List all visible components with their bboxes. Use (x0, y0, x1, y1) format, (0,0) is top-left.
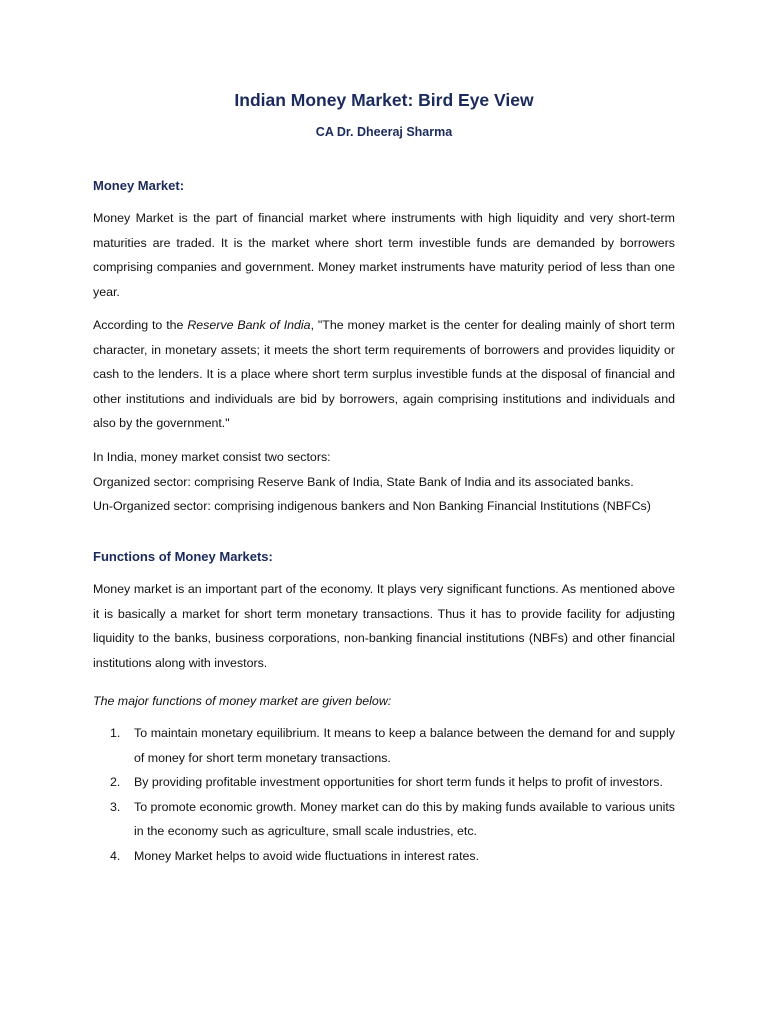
functions-list-intro: The major functions of money market are given below: (93, 694, 392, 708)
sectors-intro: In India, money market consist two sectors: (93, 450, 331, 464)
rbi-definition-paragraph (93, 313, 675, 436)
functions-list (93, 721, 675, 869)
sectors-block (93, 445, 675, 519)
functions-intro-paragraph: Money market is an important part of the economy. It plays very significant functions. As mentioned above it is basically a market for short term monetary transactions. Thus it has to provide facility for adjusting liquidity to the banks, business corporations, non-banking financial institutions (NBFs) and other financial institutions along with investors. (93, 582, 675, 670)
rbi-name: Reserve Bank of India (187, 318, 311, 332)
list-item-number: 1. (110, 726, 121, 740)
document-author: CA Dr. Dheeraj Sharma (315, 125, 453, 139)
list-item (93, 795, 675, 844)
functions-heading: Functions of Money Markets: (93, 549, 273, 564)
money-market-definition-paragraph: Money Market is the part of financial market where instruments with high liquidity and very short-term maturities are traded. It is the market where short term investible funds are demanded by borrowers comprising companies and government. Money market instruments have maturity period of less than one year. (93, 211, 675, 299)
unorganized-sector-line: Un-Organized sector: comprising indigenous bankers and Non Banking Financial Institutions (NBFCs) (93, 499, 651, 514)
list-item-text: By providing profitable investment opportunities for short term funds it helps to profit of investors. (134, 775, 663, 790)
list-item-number: 3. (110, 799, 121, 814)
list-item (93, 770, 675, 795)
list-item-text: To maintain monetary equilibrium. It means to keep a balance between the demand for and supply of money for short term monetary transactions. (134, 726, 675, 765)
organized-sector-line: Organized sector: comprising Reserve Bank of India, State Bank of India and its associated banks. (93, 474, 634, 489)
rbi-definition-prefix: According to the (93, 318, 188, 332)
list-item-text: To promote economic growth. Money market can do this by making funds available to various units in the economy such as agriculture, small scale industries, etc. (134, 799, 675, 839)
document-title: Indian Money Market: Bird Eye View (234, 90, 534, 110)
rbi-definition-quote: , "The money market is the center for dealing mainly of short term character, in monetary assets; it meets the short term requirements of borrowers and provides liquidity or cash to the lenders. It is a place where short term surplus investible funds at the disposal of financial and other institutions and individuals are bid by borrowers, again comprising institutions and individuals and also by the government." (93, 318, 675, 431)
list-item-number: 4. (110, 848, 121, 863)
money-market-heading: Money Market: (93, 178, 185, 193)
list-item-number: 2. (110, 775, 121, 790)
list-item (93, 844, 675, 869)
list-item-text: Money Market helps to avoid wide fluctuations in interest rates. (134, 848, 480, 863)
list-item (93, 721, 675, 770)
